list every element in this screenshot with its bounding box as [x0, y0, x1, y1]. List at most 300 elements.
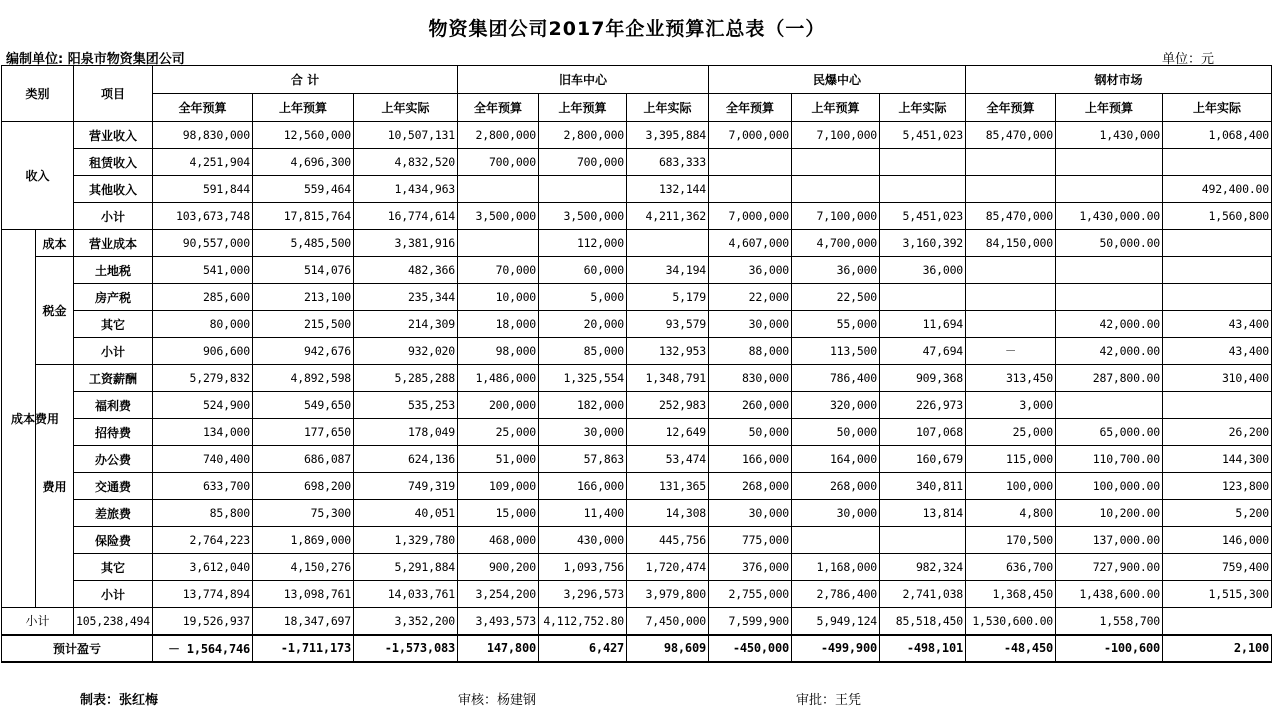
- row-label: 小计: [2, 608, 74, 635]
- value-cell: 85,800: [153, 500, 253, 527]
- value-cell: 85,000: [539, 338, 627, 365]
- value-cell: 113,500: [792, 338, 880, 365]
- value-cell: 268,000: [709, 473, 792, 500]
- value-cell: 982,324: [880, 554, 966, 581]
- value-cell: 1,168,000: [792, 554, 880, 581]
- value-cell: 112,000: [539, 230, 627, 257]
- value-cell: 3,254,200: [458, 581, 539, 608]
- value-cell: 107,068: [880, 419, 966, 446]
- value-cell: 146,000: [1163, 527, 1272, 554]
- value-cell: 12,649: [627, 419, 709, 446]
- row-label: 营业成本: [74, 230, 153, 257]
- value-cell: 13,814: [880, 500, 966, 527]
- subheader: 上年实际: [1163, 94, 1272, 122]
- value-cell: 36,000: [709, 257, 792, 284]
- value-cell: 182,000: [539, 392, 627, 419]
- value-cell: [966, 311, 1056, 338]
- row-label: 小计: [74, 581, 153, 608]
- value-cell: 700,000: [458, 149, 539, 176]
- value-cell: 591,844: [153, 176, 253, 203]
- value-cell: 786,400: [792, 365, 880, 392]
- value-cell: 90,557,000: [153, 230, 253, 257]
- value-cell: 50,000: [792, 419, 880, 446]
- unit-label: 单位：元: [1162, 52, 1215, 67]
- value-cell: 36,000: [880, 257, 966, 284]
- value-cell: 1,093,756: [539, 554, 627, 581]
- value-cell: 30,000: [709, 500, 792, 527]
- subheader: 上年预算: [1056, 94, 1163, 122]
- value-cell: [1163, 230, 1272, 257]
- row-label: 租赁收入: [74, 149, 153, 176]
- value-cell: 5,451,023: [880, 203, 966, 230]
- value-cell: 10,000: [458, 284, 539, 311]
- value-cell: 50,000.00: [1056, 230, 1163, 257]
- value-cell: 3,612,040: [153, 554, 253, 581]
- header-group-steel: 钢材市场: [966, 66, 1272, 94]
- category-income: 收入: [2, 122, 74, 230]
- org-label: 编制单位: 阳泉市物资集团公司: [6, 52, 185, 67]
- row-label: 土地税: [74, 257, 153, 284]
- subheader: 上年预算: [539, 94, 627, 122]
- value-cell: 40,051: [354, 500, 458, 527]
- value-cell: 42,000.00: [1056, 338, 1163, 365]
- value-cell: 5,285,288: [354, 365, 458, 392]
- value-cell: 5,200: [1163, 500, 1272, 527]
- row-label: 交通费: [74, 473, 153, 500]
- table-row: [2, 365, 1272, 392]
- value-cell: 5,485,500: [253, 230, 354, 257]
- value-cell: 320,000: [792, 392, 880, 419]
- value-cell: 166,000: [709, 446, 792, 473]
- value-cell: 100,000: [966, 473, 1056, 500]
- value-cell: 11,400: [539, 500, 627, 527]
- value-cell: 25,000: [458, 419, 539, 446]
- row-label: 预计盈亏: [2, 635, 153, 662]
- value-cell: 214,309: [354, 311, 458, 338]
- row-label: 其他收入: [74, 176, 153, 203]
- footer-reviewer: 审核：杨建钢: [458, 693, 537, 708]
- value-cell: 3,160,392: [880, 230, 966, 257]
- row-label: 小计: [74, 203, 153, 230]
- value-cell: 1,486,000: [458, 365, 539, 392]
- value-cell: 19,526,937: [153, 608, 253, 635]
- value-cell: 98,000: [458, 338, 539, 365]
- value-cell: 13,098,761: [253, 581, 354, 608]
- value-cell: -450,000: [709, 635, 792, 662]
- value-cell: 75,300: [253, 500, 354, 527]
- value-cell: 109,000: [458, 473, 539, 500]
- subheader: 全年预算: [709, 94, 792, 122]
- category-cost-expense: 成本费用: [2, 230, 36, 608]
- value-cell: 535,253: [354, 392, 458, 419]
- value-cell: 6,427: [539, 635, 627, 662]
- value-cell: 85,470,000: [966, 122, 1056, 149]
- value-cell: 144,300: [1163, 446, 1272, 473]
- value-cell: 313,450: [966, 365, 1056, 392]
- value-cell: 3,493,573: [458, 608, 539, 635]
- value-cell: 1,430,000.00: [1056, 203, 1163, 230]
- value-cell: 759,400: [1163, 554, 1272, 581]
- value-cell: 559,464: [253, 176, 354, 203]
- value-cell: 524,900: [153, 392, 253, 419]
- table-row: [2, 230, 1272, 257]
- value-cell: 5,451,023: [880, 122, 966, 149]
- value-cell: [880, 284, 966, 311]
- value-cell: 445,756: [627, 527, 709, 554]
- value-cell: [458, 176, 539, 203]
- value-cell: 1,515,300: [1163, 581, 1272, 608]
- table-row: [2, 473, 1272, 500]
- value-cell: 22,500: [792, 284, 880, 311]
- value-cell: [1056, 392, 1163, 419]
- value-cell: 1,560,800: [1163, 203, 1272, 230]
- budget-table: [1, 65, 1272, 663]
- value-cell: 42,000.00: [1056, 311, 1163, 338]
- row-label: 房产税: [74, 284, 153, 311]
- value-cell: 1,430,000: [1056, 122, 1163, 149]
- value-cell: 252,983: [627, 392, 709, 419]
- value-cell: 624,136: [354, 446, 458, 473]
- value-cell: 700,000: [539, 149, 627, 176]
- value-cell: 110,700.00: [1056, 446, 1163, 473]
- table-row: [2, 446, 1272, 473]
- value-cell: 18,000: [458, 311, 539, 338]
- value-cell: 549,650: [253, 392, 354, 419]
- header-item: 项目: [74, 66, 153, 122]
- value-cell: 11,694: [880, 311, 966, 338]
- value-cell: 20,000: [539, 311, 627, 338]
- table-row: [2, 500, 1272, 527]
- value-cell: 147,800: [458, 635, 539, 662]
- value-cell: 7,599,900: [709, 608, 792, 635]
- table-row: [2, 554, 1272, 581]
- value-cell: [1056, 176, 1163, 203]
- value-cell: 482,366: [354, 257, 458, 284]
- value-cell: 137,000.00: [1056, 527, 1163, 554]
- value-cell: 235,344: [354, 284, 458, 311]
- value-cell: 633,700: [153, 473, 253, 500]
- value-cell: 5,949,124: [792, 608, 880, 635]
- subheader: 全年预算: [966, 94, 1056, 122]
- table-row: [2, 527, 1272, 554]
- table-row: [2, 176, 1272, 203]
- value-cell: -498,101: [880, 635, 966, 662]
- value-cell: 4,150,276: [253, 554, 354, 581]
- value-cell: [966, 257, 1056, 284]
- value-cell: 7,100,000: [792, 122, 880, 149]
- value-cell: 4,251,904: [153, 149, 253, 176]
- value-cell: 7,000,000: [709, 203, 792, 230]
- value-cell: 80,000: [153, 311, 253, 338]
- value-cell: 1,348,791: [627, 365, 709, 392]
- value-cell: 686,087: [253, 446, 354, 473]
- value-cell: 134,000: [153, 419, 253, 446]
- row-label: 其它: [74, 311, 153, 338]
- subheader: 上年预算: [253, 94, 354, 122]
- category-tax: 税金: [36, 257, 74, 365]
- table-row: [2, 284, 1272, 311]
- value-cell: 14,033,761: [354, 581, 458, 608]
- value-cell: 85,518,450: [880, 608, 966, 635]
- value-cell: 25,000: [966, 419, 1056, 446]
- value-cell: 55,000: [792, 311, 880, 338]
- value-cell: 1,558,700: [1056, 608, 1163, 635]
- value-cell: -1,711,173: [253, 635, 354, 662]
- category-cost: 成本: [36, 230, 74, 257]
- value-cell: 30,000: [792, 500, 880, 527]
- value-cell: 4,112,752.80: [539, 608, 627, 635]
- value-cell: 47,694: [880, 338, 966, 365]
- category-expense: 费用: [36, 365, 74, 608]
- value-cell: 22,000: [709, 284, 792, 311]
- header-group-explosives: 民爆中心: [709, 66, 966, 94]
- subheader: 上年实际: [627, 94, 709, 122]
- header-group-used-car: 旧车中心: [458, 66, 709, 94]
- value-cell: 15,000: [458, 500, 539, 527]
- value-cell: 749,319: [354, 473, 458, 500]
- row-label: 工资薪酬: [74, 365, 153, 392]
- value-cell: 88,000: [709, 338, 792, 365]
- value-cell: 4,700,000: [792, 230, 880, 257]
- table-row: [2, 419, 1272, 446]
- value-cell: 7,000,000: [709, 122, 792, 149]
- value-cell: 30,000: [709, 311, 792, 338]
- value-cell: -499,900: [792, 635, 880, 662]
- value-cell: 942,676: [253, 338, 354, 365]
- value-cell: 115,000: [966, 446, 1056, 473]
- table-row: [2, 392, 1272, 419]
- value-cell: 260,000: [709, 392, 792, 419]
- value-cell: [880, 149, 966, 176]
- value-cell: 160,679: [880, 446, 966, 473]
- page-title: 物资集团公司2017年企业预算汇总表（一）: [428, 18, 826, 40]
- value-cell: 200,000: [458, 392, 539, 419]
- value-cell: 3,000: [966, 392, 1056, 419]
- value-cell: [966, 284, 1056, 311]
- row-label: 营业收入: [74, 122, 153, 149]
- footer-maker: 制表：张红梅: [80, 693, 159, 708]
- value-cell: 1,434,963: [354, 176, 458, 203]
- value-cell: [458, 230, 539, 257]
- value-cell: 1,368,450: [966, 581, 1056, 608]
- table-row: [2, 122, 1272, 149]
- value-cell: 4,607,000: [709, 230, 792, 257]
- row-label: 小计: [74, 338, 153, 365]
- subheader: 全年预算: [153, 94, 253, 122]
- value-cell: 10,200.00: [1056, 500, 1163, 527]
- value-cell: 70,000: [458, 257, 539, 284]
- row-label: 其它: [74, 554, 153, 581]
- value-cell: [1163, 149, 1272, 176]
- value-cell: 1,438,600.00: [1056, 581, 1163, 608]
- value-cell: 683,333: [627, 149, 709, 176]
- value-cell: 430,000: [539, 527, 627, 554]
- value-cell: 376,000: [709, 554, 792, 581]
- value-cell: 727,900.00: [1056, 554, 1163, 581]
- value-cell: 287,800.00: [1056, 365, 1163, 392]
- subheader: 上年实际: [354, 94, 458, 122]
- value-cell: 2,755,000: [709, 581, 792, 608]
- value-cell: 43,400: [1163, 311, 1272, 338]
- value-cell: 2,764,223: [153, 527, 253, 554]
- row-label: 福利费: [74, 392, 153, 419]
- value-cell: 3,381,916: [354, 230, 458, 257]
- row-label: 招待费: [74, 419, 153, 446]
- value-cell: -48,450: [966, 635, 1056, 662]
- value-cell: [627, 230, 709, 257]
- value-cell: [880, 527, 966, 554]
- value-cell: [709, 176, 792, 203]
- value-cell: [539, 176, 627, 203]
- value-cell: 5,179: [627, 284, 709, 311]
- value-cell: 84,150,000: [966, 230, 1056, 257]
- value-cell: 285,600: [153, 284, 253, 311]
- value-cell: 1,068,400: [1163, 122, 1272, 149]
- value-cell: [1163, 284, 1272, 311]
- table-row: [2, 149, 1272, 176]
- table-row: [2, 581, 1272, 608]
- value-cell: 468,000: [458, 527, 539, 554]
- value-cell: 4,892,598: [253, 365, 354, 392]
- value-cell: 57,863: [539, 446, 627, 473]
- value-cell: 226,973: [880, 392, 966, 419]
- value-cell: 123,800: [1163, 473, 1272, 500]
- value-cell: [1056, 149, 1163, 176]
- value-cell: 5,000: [539, 284, 627, 311]
- value-cell: 53,474: [627, 446, 709, 473]
- value-cell: [1163, 392, 1272, 419]
- value-cell: 3,500,000: [539, 203, 627, 230]
- value-cell: 14,308: [627, 500, 709, 527]
- footer-approver: 审批：王凭: [796, 693, 862, 708]
- value-cell: 5,279,832: [153, 365, 253, 392]
- value-cell: 170,500: [966, 527, 1056, 554]
- value-cell: 60,000: [539, 257, 627, 284]
- value-cell: 4,696,300: [253, 149, 354, 176]
- value-cell: 215,500: [253, 311, 354, 338]
- value-cell: [1056, 284, 1163, 311]
- value-cell: 100,000.00: [1056, 473, 1163, 500]
- value-cell: 340,811: [880, 473, 966, 500]
- value-cell: [966, 149, 1056, 176]
- value-cell: 36,000: [792, 257, 880, 284]
- value-cell: 541,000: [153, 257, 253, 284]
- value-cell: 43,400: [1163, 338, 1272, 365]
- value-cell: 16,774,614: [354, 203, 458, 230]
- header-category: 类别: [2, 66, 74, 122]
- value-cell: 3,979,800: [627, 581, 709, 608]
- subheader: 上年实际: [880, 94, 966, 122]
- table-row: [2, 608, 1272, 635]
- value-cell: 4,211,362: [627, 203, 709, 230]
- value-cell: 177,650: [253, 419, 354, 446]
- value-cell: [966, 176, 1056, 203]
- value-cell: 909,368: [880, 365, 966, 392]
- value-cell: － 1,564,746: [153, 635, 253, 662]
- value-cell: 740,400: [153, 446, 253, 473]
- value-cell: 51,000: [458, 446, 539, 473]
- value-cell: 698,200: [253, 473, 354, 500]
- value-cell: [792, 176, 880, 203]
- table-row: [2, 311, 1272, 338]
- value-cell: 132,144: [627, 176, 709, 203]
- value-cell: 4,800: [966, 500, 1056, 527]
- value-cell: 3,296,573: [539, 581, 627, 608]
- value-cell: 3,352,200: [354, 608, 458, 635]
- value-cell: 93,579: [627, 311, 709, 338]
- row-label: 保险费: [74, 527, 153, 554]
- value-cell: 26,200: [1163, 419, 1272, 446]
- value-cell: 34,194: [627, 257, 709, 284]
- value-cell: [792, 149, 880, 176]
- row-label: 办公费: [74, 446, 153, 473]
- value-cell: 213,100: [253, 284, 354, 311]
- value-cell: 65,000.00: [1056, 419, 1163, 446]
- value-cell: 2,741,038: [880, 581, 966, 608]
- value-cell: 7,100,000: [792, 203, 880, 230]
- value-cell: 492,400.00: [1163, 176, 1272, 203]
- value-cell: 636,700: [966, 554, 1056, 581]
- value-cell: 2,800,000: [539, 122, 627, 149]
- table-row: [2, 257, 1272, 284]
- value-cell: 830,000: [709, 365, 792, 392]
- value-cell: 103,673,748: [153, 203, 253, 230]
- table-row: [2, 203, 1272, 230]
- value-cell: 5,291,884: [354, 554, 458, 581]
- value-cell: [792, 527, 880, 554]
- value-cell: 4,832,520: [354, 149, 458, 176]
- value-cell: 2,800,000: [458, 122, 539, 149]
- table-row: [2, 338, 1272, 365]
- subheader: 上年预算: [792, 94, 880, 122]
- value-cell: －: [966, 338, 1056, 365]
- value-cell: 164,000: [792, 446, 880, 473]
- value-cell: 17,815,764: [253, 203, 354, 230]
- value-cell: 3,395,884: [627, 122, 709, 149]
- value-cell: [1163, 257, 1272, 284]
- value-cell: 18,347,697: [253, 608, 354, 635]
- value-cell: 932,020: [354, 338, 458, 365]
- value-cell: 105,238,494: [74, 608, 153, 635]
- value-cell: 514,076: [253, 257, 354, 284]
- value-cell: 2,100: [1163, 635, 1272, 662]
- value-cell: 775,000: [709, 527, 792, 554]
- value-cell: 85,470,000: [966, 203, 1056, 230]
- row-label: 差旅费: [74, 500, 153, 527]
- value-cell: 1,720,474: [627, 554, 709, 581]
- value-cell: [709, 149, 792, 176]
- value-cell: -100,600: [1056, 635, 1163, 662]
- value-cell: 132,953: [627, 338, 709, 365]
- value-cell: 178,049: [354, 419, 458, 446]
- value-cell: [1056, 257, 1163, 284]
- value-cell: 1,329,780: [354, 527, 458, 554]
- value-cell: -1,573,083: [354, 635, 458, 662]
- value-cell: 310,400: [1163, 365, 1272, 392]
- value-cell: 12,560,000: [253, 122, 354, 149]
- value-cell: [880, 176, 966, 203]
- value-cell: 268,000: [792, 473, 880, 500]
- value-cell: 3,500,000: [458, 203, 539, 230]
- header-group-total: 合 计: [153, 66, 458, 94]
- value-cell: 131,365: [627, 473, 709, 500]
- value-cell: 7,450,000: [627, 608, 709, 635]
- value-cell: 166,000: [539, 473, 627, 500]
- subheader: 全年预算: [458, 94, 539, 122]
- value-cell: 900,200: [458, 554, 539, 581]
- value-cell: 13,774,894: [153, 581, 253, 608]
- value-cell: 2,786,400: [792, 581, 880, 608]
